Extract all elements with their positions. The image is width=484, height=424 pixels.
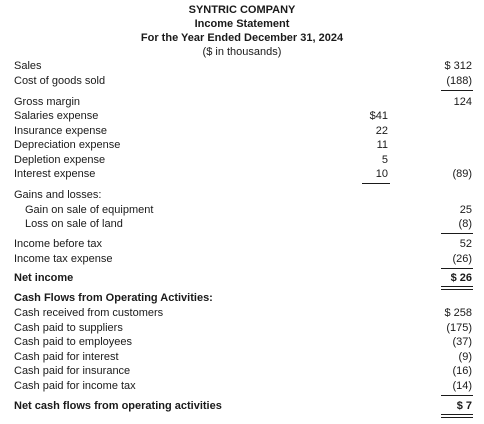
row-label: Income tax expense bbox=[14, 253, 113, 265]
row-sales bbox=[0, 59, 484, 73]
double-rule-top bbox=[441, 286, 473, 287]
row-label: Insurance expense bbox=[14, 125, 107, 137]
subtotal-rule bbox=[441, 268, 473, 269]
row-amount: $ 258 bbox=[444, 307, 472, 319]
row-label: Depletion expense bbox=[14, 154, 106, 166]
row-amount: (188) bbox=[446, 75, 472, 87]
row-amount: $ 7 bbox=[456, 400, 472, 412]
row-expense bbox=[0, 124, 484, 138]
section-label: Gains and losses: bbox=[14, 189, 102, 201]
row-amount: 11 bbox=[376, 139, 388, 151]
row-amount: (8) bbox=[458, 218, 472, 230]
row-label: Cash paid for income tax bbox=[14, 380, 136, 392]
row-label: Cost of goods sold bbox=[14, 75, 106, 87]
double-rule-bottom bbox=[441, 417, 473, 418]
double-rule-bottom bbox=[441, 289, 473, 290]
row-label: Cash paid for insurance bbox=[14, 365, 131, 377]
row-label: Gross margin bbox=[14, 96, 81, 108]
row-cash-flow bbox=[0, 364, 484, 378]
subtotal-rule bbox=[441, 233, 473, 234]
row-label: Sales bbox=[14, 60, 42, 72]
row-expense bbox=[0, 167, 484, 181]
row-income-tax bbox=[0, 252, 484, 266]
row-amount: (9) bbox=[458, 351, 472, 363]
row-gross-margin bbox=[0, 95, 484, 109]
section-label: Cash Flows from Operating Activities: bbox=[14, 292, 213, 304]
double-rule-top bbox=[441, 414, 473, 415]
row-amount: 52 bbox=[459, 238, 472, 250]
row-amount: 5 bbox=[381, 154, 388, 166]
row-amount: $41 bbox=[369, 110, 388, 122]
row-loss-land bbox=[0, 217, 484, 231]
row-amount: 22 bbox=[375, 125, 388, 137]
row-cash-flow bbox=[0, 306, 484, 320]
row-cash-flow bbox=[0, 321, 484, 335]
statement-period: For the Year Ended December 31, 2024 bbox=[140, 32, 344, 44]
row-cogs bbox=[0, 74, 484, 88]
row-label: Depreciation expense bbox=[14, 139, 121, 151]
row-income-before-tax bbox=[0, 237, 484, 251]
row-gains-losses-header bbox=[0, 188, 484, 202]
row-gain-equipment bbox=[0, 203, 484, 217]
company-name: SYNTRIC COMPANY bbox=[188, 4, 296, 16]
row-label: Gain on sale of equipment bbox=[25, 204, 154, 216]
row-cash-flows-header bbox=[0, 291, 484, 305]
row-expense bbox=[0, 138, 484, 152]
row-net-cash-flow bbox=[0, 399, 484, 413]
row-amount: $ 26 bbox=[450, 272, 472, 284]
subtotal-rule bbox=[362, 183, 390, 184]
row-label: Cash paid for interest bbox=[14, 351, 119, 363]
row-amount: (175) bbox=[446, 322, 472, 334]
row-cash-flow bbox=[0, 350, 484, 364]
row-cash-flow bbox=[0, 379, 484, 393]
row-amount: (26) bbox=[452, 253, 472, 265]
row-label: Loss on sale of land bbox=[25, 218, 123, 230]
row-expense bbox=[0, 109, 484, 123]
subtotal-rule bbox=[441, 90, 473, 91]
statement-title: Income Statement bbox=[194, 18, 290, 30]
row-label: Interest expense bbox=[14, 168, 96, 180]
statement-units: ($ in thousands) bbox=[202, 46, 282, 58]
row-amount: (16) bbox=[452, 365, 472, 377]
row-label: Cash paid to suppliers bbox=[14, 322, 123, 334]
row-label: Salaries expense bbox=[14, 110, 99, 122]
expenses-total: (89) bbox=[452, 168, 472, 180]
row-label: Income before tax bbox=[14, 238, 103, 250]
row-amount: 10 bbox=[375, 168, 388, 180]
row-expense bbox=[0, 153, 484, 167]
row-amount: $ 312 bbox=[444, 60, 472, 72]
row-cash-flow bbox=[0, 335, 484, 349]
row-amount: 124 bbox=[453, 96, 472, 108]
row-label: Cash paid to employees bbox=[14, 336, 133, 348]
row-amount: (37) bbox=[452, 336, 472, 348]
row-label: Net cash flows from operating activities bbox=[14, 400, 222, 412]
row-label: Cash received from customers bbox=[14, 307, 164, 319]
subtotal-rule bbox=[441, 395, 473, 396]
row-amount: (14) bbox=[452, 380, 472, 392]
row-net-income bbox=[0, 271, 484, 285]
row-label: Net income bbox=[14, 272, 74, 284]
row-amount: 25 bbox=[459, 204, 472, 216]
